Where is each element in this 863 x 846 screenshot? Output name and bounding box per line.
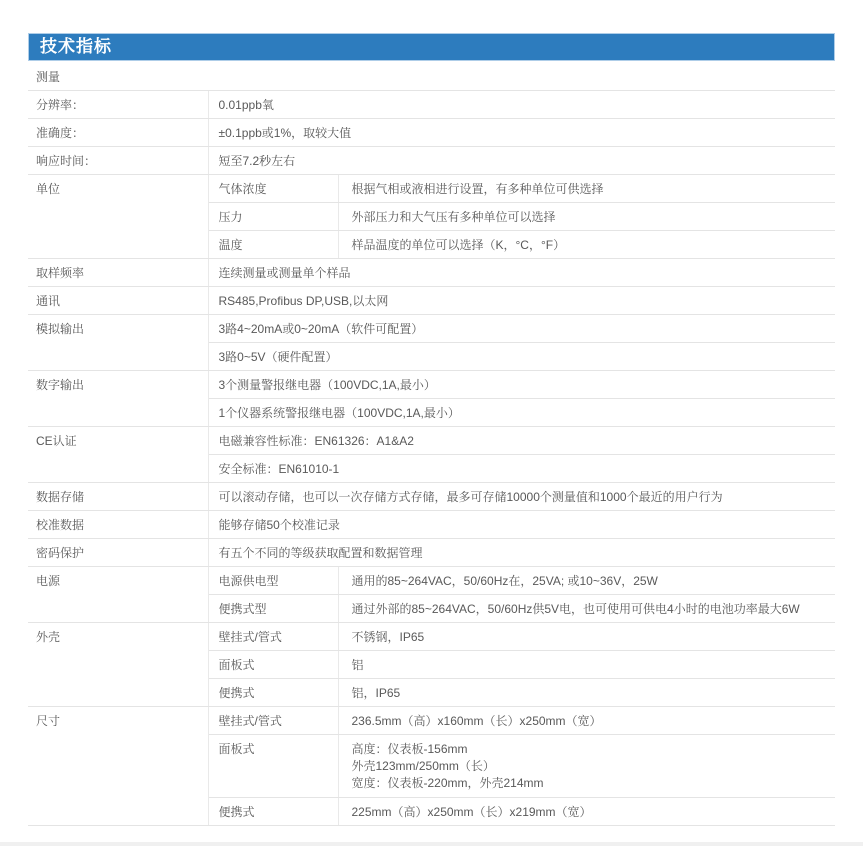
spec-panel (28, 33, 835, 826)
spec-cell: 取样频率 (28, 259, 208, 287)
bottom-divider (0, 842, 863, 846)
spec-row (28, 315, 835, 343)
spec-cell: 数字输出 (28, 371, 208, 427)
spec-row (28, 91, 835, 119)
spec-cell: 连续测量或测量单个样品 (208, 259, 835, 287)
spec-cell: 便携式 (208, 798, 338, 826)
spec-cell: 面板式 (208, 651, 338, 679)
spec-cell: RS485,Profibus DP,USB,以太网 (208, 287, 835, 315)
spec-cell: 面板式 (208, 735, 338, 798)
spec-cell: 数据存储 (28, 483, 208, 511)
spec-table (28, 63, 835, 826)
spec-cell: 便携式型 (208, 595, 338, 623)
spec-cell: 尺寸 (28, 707, 208, 826)
spec-cell: 3路4~20mA或0~20mA（软件可配置） (208, 315, 835, 343)
cell-line: 外壳123mm/250mm（长） (351, 759, 495, 773)
spec-row (28, 707, 835, 735)
spec-cell: 0.01ppb氧 (208, 91, 835, 119)
spec-cell: 电磁兼容性标准：EN61326：A1&A2 (208, 427, 835, 455)
spec-row (28, 483, 835, 511)
spec-row (28, 371, 835, 399)
spec-cell: 电源 (28, 567, 208, 623)
spec-row (28, 119, 835, 147)
spec-row (28, 539, 835, 567)
spec-cell: 电源供电型 (208, 567, 338, 595)
spec-row (28, 147, 835, 175)
spec-cell: 能够存储50个校准记录 (208, 511, 835, 539)
spec-cell: 便携式 (208, 679, 338, 707)
spec-cell: 压力 (208, 203, 338, 231)
spec-row (28, 63, 835, 91)
spec-cell: 可以滚动存储，也可以一次存储方式存储，最多可存储10000个测量值和1000个最近的用户行为 (208, 483, 835, 511)
spec-cell: 通用的85~264VAC，50/60Hz在，25VA; 或10~36V，25W (338, 567, 835, 595)
cell-line: 宽度：仪表板-220mm，外壳214mm (351, 776, 544, 790)
spec-cell: 3路0~5V（硬件配置） (208, 343, 835, 371)
cell-line: 高度：仪表板-156mm (351, 742, 468, 756)
spec-cell: 铝 (338, 651, 835, 679)
spec-cell (338, 735, 835, 798)
spec-row (28, 175, 835, 203)
spec-cell: 安全标准：EN61010-1 (208, 455, 835, 483)
spec-cell: 气体浓度 (208, 175, 338, 203)
spec-cell: 模拟输出 (28, 315, 208, 371)
spec-cell: 有五个不同的等级获取配置和数据管理 (208, 539, 835, 567)
spec-row (28, 623, 835, 651)
spec-cell: 短至7.2秒左右 (208, 147, 835, 175)
spec-cell: 壁挂式/管式 (208, 623, 338, 651)
spec-cell: ±0.1ppb或1%，取较大值 (208, 119, 835, 147)
spec-cell: 1个仪器系统警报继电器（100VDC,1A,最小） (208, 399, 835, 427)
spec-cell: 校准数据 (28, 511, 208, 539)
spec-cell: 外部压力和大气压有多种单位可以选择 (338, 203, 835, 231)
spec-table-body (28, 63, 835, 826)
spec-cell: 3个测量警报继电器（100VDC,1A,最小） (208, 371, 835, 399)
spec-cell: 响应时间： (28, 147, 208, 175)
spec-cell: 温度 (208, 231, 338, 259)
section-title: 技术指标 (40, 37, 112, 56)
spec-cell: 根据气相或液相进行设置，有多种单位可供选择 (338, 175, 835, 203)
spec-cell: 样品温度的单位可以选择（K，°C，°F） (338, 231, 835, 259)
spec-cell: 通讯 (28, 287, 208, 315)
spec-cell: 通过外部的85~264VAC，50/60Hz供5V电，也可使用可供电4小时的电池功率最大6W (338, 595, 835, 623)
section-header (28, 33, 835, 61)
spec-row (28, 427, 835, 455)
spec-row (28, 567, 835, 595)
spec-cell: CE认证 (28, 427, 208, 483)
spec-cell: 壁挂式/管式 (208, 707, 338, 735)
spec-cell: 分辨率： (28, 91, 208, 119)
spec-cell: 外壳 (28, 623, 208, 707)
spec-row (28, 259, 835, 287)
spec-cell: 236.5mm（高）x160mm（长）x250mm（宽） (338, 707, 835, 735)
spec-cell: 225mm（高）x250mm（长）x219mm（宽） (338, 798, 835, 826)
spec-cell: 不锈钢，IP65 (338, 623, 835, 651)
spec-cell: 铝，IP65 (338, 679, 835, 707)
spec-row (28, 287, 835, 315)
spec-row (28, 511, 835, 539)
spec-cell: 测量 (28, 63, 835, 91)
spec-cell: 密码保护 (28, 539, 208, 567)
spec-cell: 准确度： (28, 119, 208, 147)
spec-cell: 单位 (28, 175, 208, 259)
